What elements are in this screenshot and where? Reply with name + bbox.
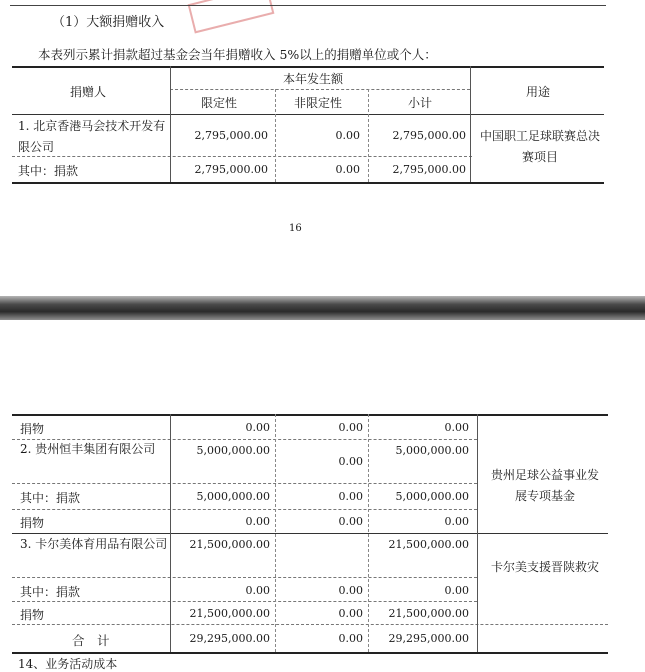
row-restricted: 0.00 [245, 584, 270, 597]
purpose-text: 中国职工足球联赛总决赛项目 [479, 129, 600, 164]
header-current-year: 本年发生额 [283, 72, 344, 86]
row-donor-name: 其中：捐款 [20, 585, 81, 599]
header-subtotal: 小计 [408, 96, 433, 110]
row-subtotal: 5,000,000.00 [395, 444, 469, 457]
row-restricted: 0.00 [245, 421, 270, 434]
purpose-kelme: 卡尔美支援晋陕救灾 [490, 560, 599, 574]
row-subtotal: 2,795,000.00 [392, 163, 466, 176]
total-restricted: 29,295,000.00 [189, 632, 270, 645]
row-restricted: 0.00 [245, 515, 270, 528]
row-donor-name: 捐物 [20, 516, 45, 530]
row-donor-name: 其中：捐款 [20, 491, 81, 505]
row-unrestricted: 0.00 [338, 515, 363, 528]
row-unrestricted: 0.00 [335, 129, 360, 142]
total-label: 合 计 [72, 633, 110, 648]
page-number: 16 [289, 223, 302, 234]
row-unrestricted: 0.00 [338, 490, 363, 503]
header-purpose: 用途 [526, 85, 551, 99]
row-restricted: 5,000,000.00 [196, 490, 270, 503]
row-subtotal: 21,500,000.00 [388, 538, 469, 551]
row-restricted: 21,500,000.00 [189, 607, 270, 620]
row-restricted: 2,795,000.00 [194, 163, 268, 176]
row-subtotal: 21,500,000.00 [388, 607, 469, 620]
row-donor-name: 3. 卡尔美体育用品有限公司 [20, 537, 168, 551]
header-donor: 捐赠人 [70, 85, 107, 99]
row-restricted: 2,795,000.00 [194, 129, 268, 142]
row-subtotal: 2,795,000.00 [392, 129, 466, 142]
row-unrestricted: 0.00 [335, 163, 360, 176]
purpose-guizhou: 贵州足球公益事业发展专项基金 [490, 468, 599, 503]
row-donor-name: 捐物 [20, 422, 45, 436]
row-subtotal: 0.00 [444, 515, 469, 528]
intro-text: 本表列示累计捐款超过基金会当年捐赠收入 5%以上的捐赠单位或个人： [38, 47, 437, 62]
section-title: （1）大额捐赠收入 [52, 15, 165, 30]
row-donor-name: 捐物 [20, 608, 45, 622]
header-restricted: 限定性 [201, 96, 238, 110]
row-unrestricted: 0.00 [338, 607, 363, 620]
row-subtotal: 5,000,000.00 [395, 490, 469, 503]
page-break [0, 296, 645, 320]
row-subtotal: 0.00 [444, 421, 469, 434]
page-top-rule [10, 5, 606, 6]
next-section-heading: 14、业务活动成本 [18, 657, 118, 671]
row-donor-name: 其中：捐款 [18, 164, 79, 178]
page-top [0, 0, 645, 296]
row-unrestricted: 0.00 [338, 421, 363, 434]
row-donor-name: 2. 贵州恒丰集团有限公司 [20, 442, 156, 456]
row-unrestricted: 0.00 [338, 584, 363, 597]
total-unrestricted: 0.00 [338, 632, 363, 645]
row-restricted: 5,000,000.00 [196, 444, 270, 457]
page-bottom [0, 320, 645, 671]
row-subtotal: 0.00 [444, 584, 469, 597]
row-donor-name: 1. 北京香港马会技术开发有限公司 [18, 119, 166, 154]
row-restricted: 21,500,000.00 [189, 538, 270, 551]
total-subtotal: 29,295,000.00 [388, 632, 469, 645]
header-unrestricted: 非限定性 [294, 96, 343, 110]
row-unrestricted: 0.00 [338, 455, 363, 468]
